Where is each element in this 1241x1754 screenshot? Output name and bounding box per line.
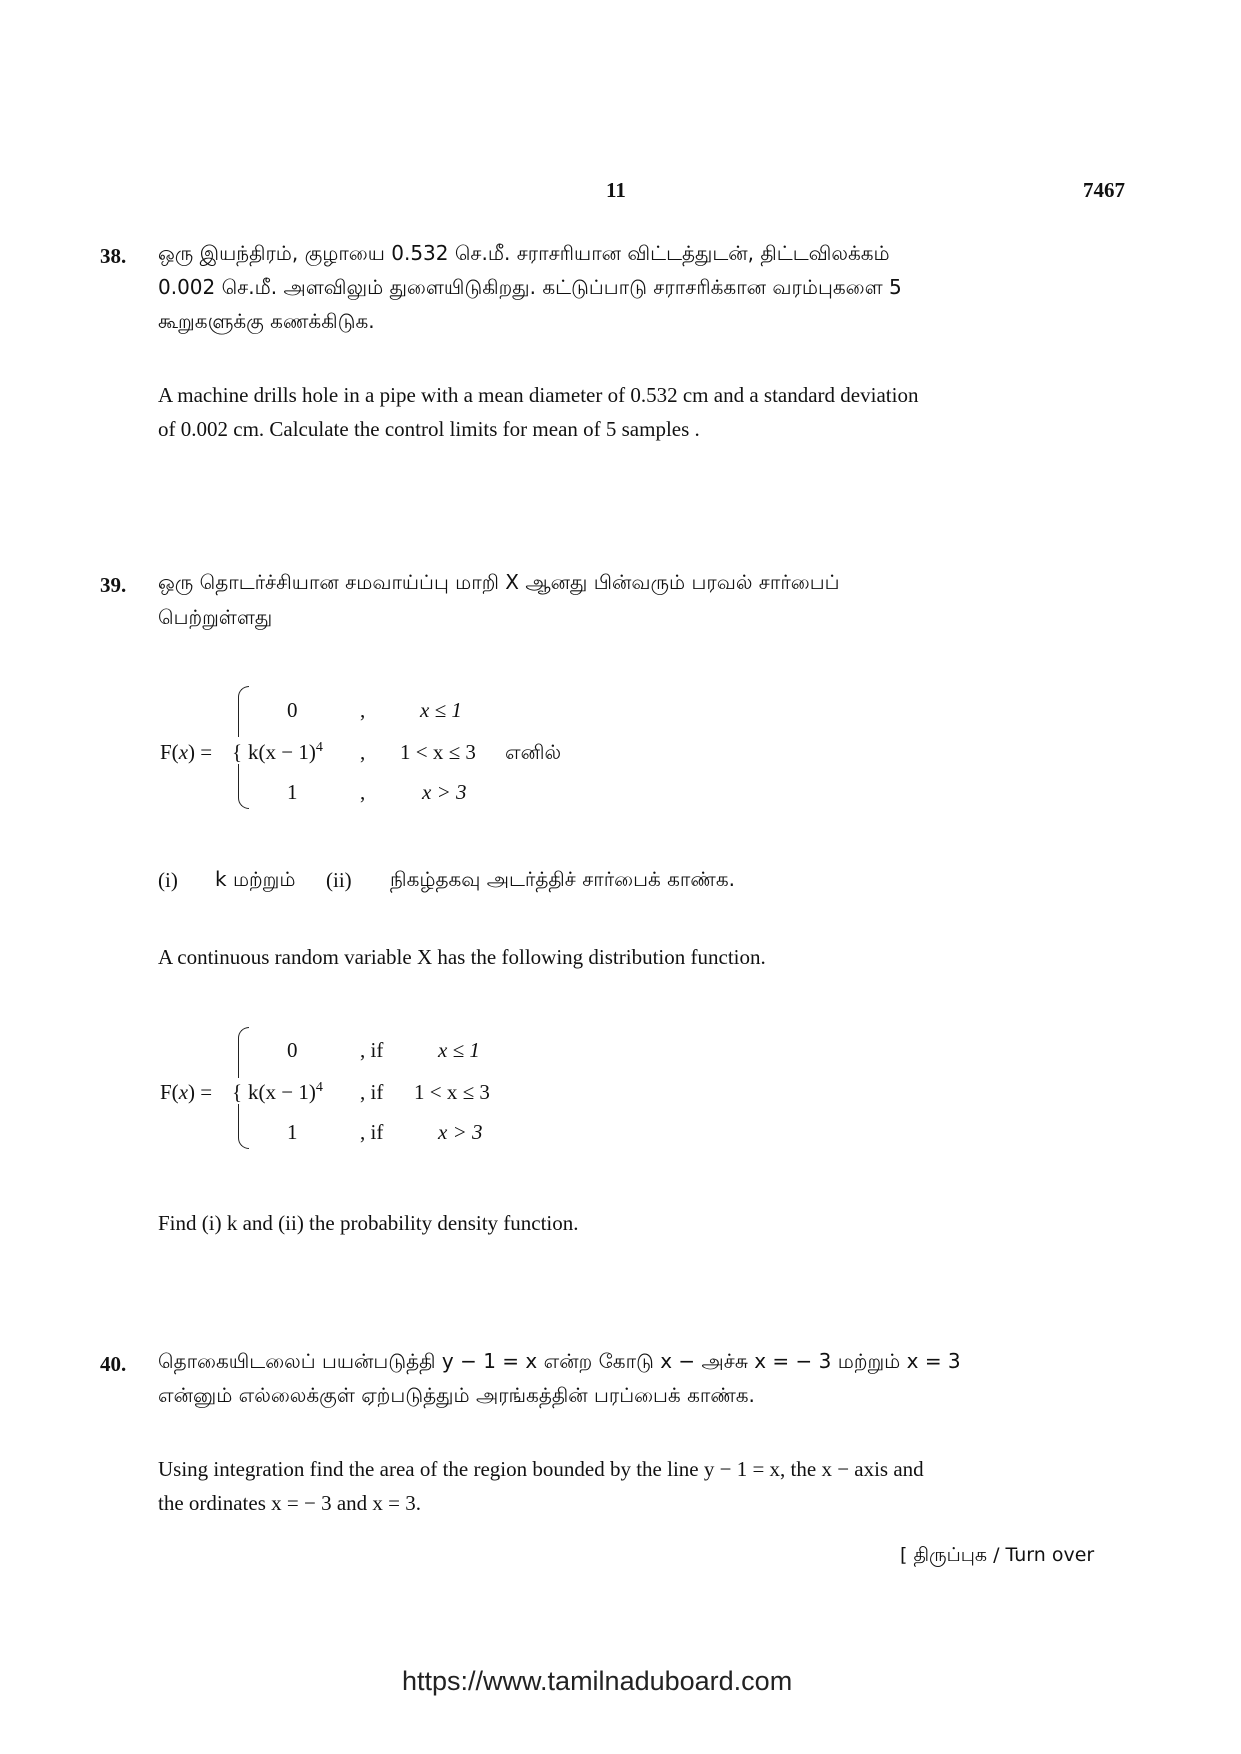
- question-39-number: 39.: [100, 573, 127, 597]
- question-40-english-line1: Using integration find the area of the region bounded by the line y − 1 = x, the x − axis and: [158, 1457, 924, 1481]
- english-case-3-sep: , if: [360, 1120, 384, 1144]
- tamil-f-label: F(x) =: [160, 740, 213, 764]
- english-case-1-cond: x ≤ 1: [438, 1038, 480, 1062]
- tamil-case-3-value: 1: [287, 780, 298, 804]
- english-case-2-sep: , if: [360, 1080, 384, 1104]
- tamil-case-3-sep: ,: [360, 780, 366, 804]
- question-40-english-line2: the ordinates x = − 3 and x = 3.: [158, 1491, 421, 1515]
- question-40-tamil-line2: என்னும் எல்லைக்குள் ஏற்படுத்தும் அரங்கத்தின் பரப்பைக் காண்க.: [158, 1383, 755, 1407]
- english-case-1-value: 0: [287, 1038, 298, 1062]
- paper-code: 7467: [1083, 178, 1125, 202]
- footer-url-link[interactable]: https://www.tamilnaduboard.com: [402, 1666, 793, 1696]
- english-case-3-cond: x > 3: [438, 1120, 483, 1144]
- tamil-case-2-value: [248, 740, 323, 765]
- tamil-case-2-suffix: எனில்: [505, 740, 562, 764]
- english-case-2-cond: 1 < x ≤ 3: [414, 1080, 490, 1104]
- question-38-english-line2: of 0.002 cm. Calculate the control limits for mean of 5 samples .: [158, 417, 700, 441]
- tamil-case-1-cond: x ≤ 1: [420, 698, 462, 722]
- english-case-2-base: k(x − 1): [248, 1080, 316, 1104]
- tamil-case-2-sep: ,: [360, 740, 366, 764]
- english-f-label: F(x) =: [160, 1080, 213, 1104]
- question-39-english-intro: A continuous random variable X has the following distribution function.: [158, 945, 766, 969]
- question-38-number: 38.: [100, 244, 127, 268]
- page-number: 11: [606, 178, 626, 202]
- tamil-task-i: (i): [158, 868, 178, 892]
- turn-over-note: [ திருப்புக / Turn over: [900, 1544, 1095, 1566]
- brace-point: {: [232, 740, 243, 764]
- question-38-english-line1: A machine drills hole in a pipe with a mean diameter of 0.532 cm and a standard deviation: [158, 383, 919, 407]
- question-38-tamil-line3: கூறுகளுக்கு கணக்கிடுக.: [158, 309, 375, 333]
- tamil-case-2-exponent: 4: [315, 740, 323, 755]
- question-39-tamil-line1: ஒரு தொடர்ச்சியான சமவாய்ப்பு மாறி X ஆனது பின்வரும் பரவல் சார்பைப்: [158, 570, 840, 594]
- english-case-2-exponent: 4: [315, 1080, 323, 1095]
- question-39-tamil-line2: பெற்றுள்ளது: [158, 605, 273, 629]
- tamil-task-rest: நிகழ்தகவு அடர்த்திச் சார்பைக் காண்க.: [390, 867, 735, 891]
- tamil-task-ii: (ii): [326, 868, 352, 892]
- tamil-case-1-value: 0: [287, 698, 298, 722]
- tamil-case-1-sep: ,: [360, 698, 366, 722]
- tamil-brace-bottom: [238, 764, 249, 809]
- question-39-english-task: Find (i) k and (ii) the probability density function.: [158, 1211, 579, 1235]
- tamil-case-3-cond: x > 3: [422, 780, 467, 804]
- question-38-tamil-line2: 0.002 செ.மீ. அளவிலும் துளையிடுகிறது. கட்டுப்பாடு சராசரிக்கான வரம்புகளை 5: [158, 275, 902, 299]
- question-38-tamil-line1: ஒரு இயந்திரம், குழாயை 0.532 செ.மீ. சராசரியான விட்டத்துடன், திட்டவிலக்கம்: [158, 241, 890, 265]
- brace-point: {: [232, 1080, 243, 1104]
- tamil-case-2-cond: 1 < x ≤ 3: [400, 740, 476, 764]
- english-brace-bottom: [238, 1104, 249, 1149]
- tamil-brace-top: [238, 686, 249, 737]
- tamil-task-k: k மற்றும்: [215, 867, 296, 891]
- english-brace-top: [238, 1027, 249, 1078]
- english-case-3-value: 1: [287, 1120, 298, 1144]
- question-40-tamil-line1: தொகையிடலைப் பயன்படுத்தி y − 1 = x என்ற கோடு x − அச்சு x = − 3 மற்றும் x = 3: [158, 1349, 961, 1373]
- english-case-1-sep: , if: [360, 1038, 384, 1062]
- english-case-2-value: [248, 1080, 323, 1105]
- question-40-number: 40.: [100, 1352, 127, 1376]
- tamil-case-2-base: k(x − 1): [248, 740, 316, 764]
